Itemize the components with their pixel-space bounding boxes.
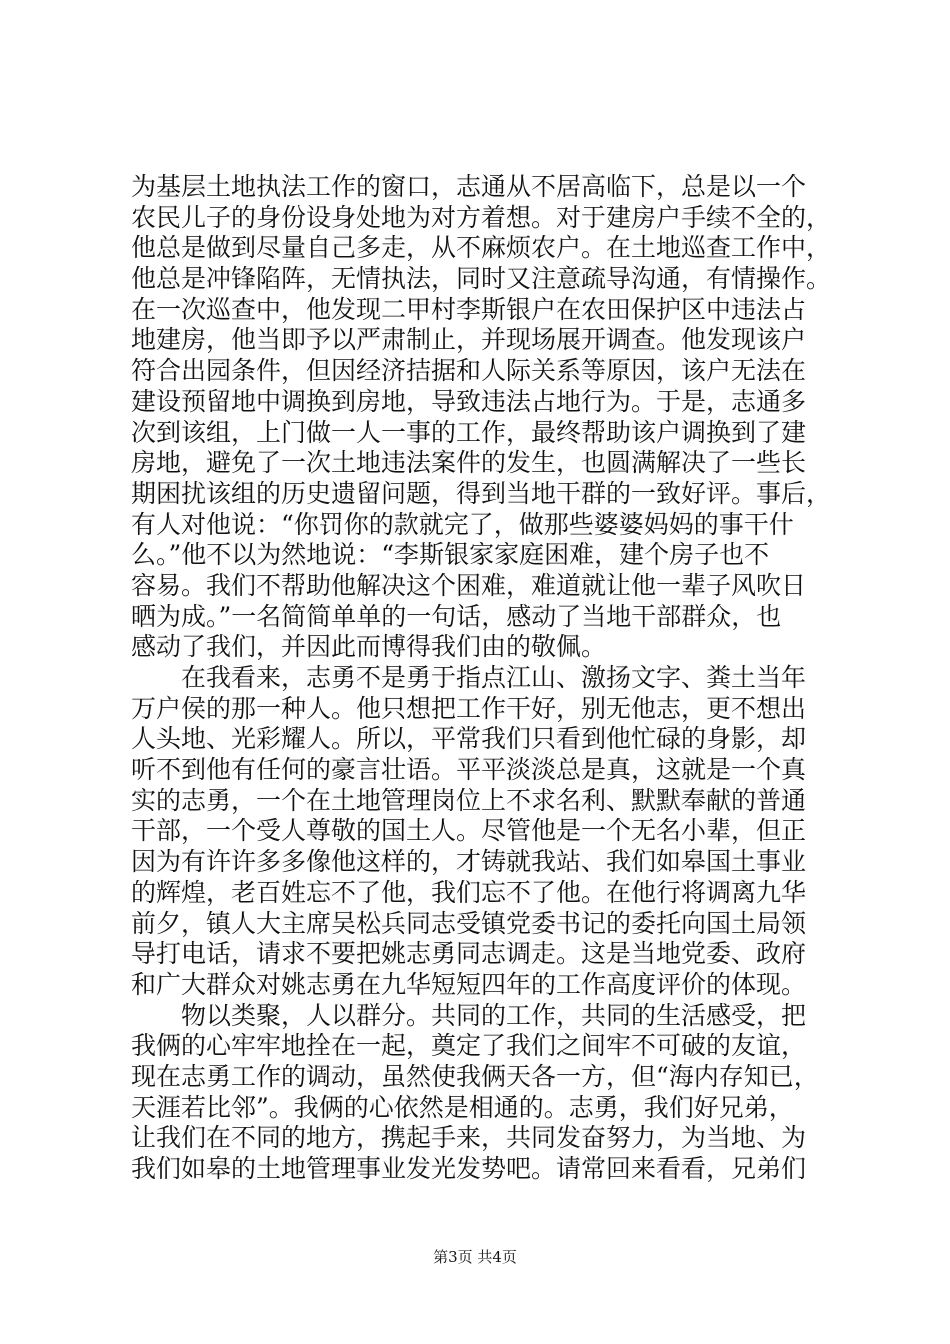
text-line: 有人对他说：“你罚你的款就完了，做那些婆婆妈妈的事干什 (131, 509, 794, 539)
text-line: 导打电话，请求不要把姚志勇同志调走。这是当地党委、政府 (131, 939, 807, 969)
text-line: 的辉煌，老百姓忘不了他，我们忘不了他。在他行将调离九华 (131, 877, 807, 907)
page-number: 第3页 共4页 (433, 1248, 517, 1266)
text-line: 他总是做到尽量自己多走，从不麻烦农户。在土地巡查工作中， (131, 233, 832, 263)
text-line: 我俩的心牢牢地拴在一起，奠定了我们之间牢不可破的友谊， (131, 1031, 807, 1061)
text-line: 地建房，他当即予以严肃制止，并现场展开调查。他发现该户 (131, 325, 807, 355)
text-line: 因为有许许多多像他这样的，才铸就我站、我们如皋国土事业 (131, 847, 807, 877)
text-line: 在一次巡查中，他发现二甲村李斯银户在农田保护区中违法占 (131, 294, 807, 324)
text-line: 在我看来，志勇不是勇于指点江山、激扬文字、粪土当年 (131, 663, 807, 692)
text-line: 农民儿子的身份设身处地为对方着想。对于建房户手续不全的， (131, 202, 832, 232)
text-line: 天涯若比邻”。我俩的心依然是相通的。志勇，我们好兄弟， (131, 1092, 794, 1122)
text-line: 和广大群众对姚志勇在九华短短四年的工作高度评价的体现。 (131, 969, 807, 999)
text-line: 他总是冲锋陷阵，无情执法，同时又注意疏导沟通，有情操作。 (131, 264, 832, 294)
text-line: 感动了我们，并因此而博得我们由的敬佩。 (131, 632, 607, 662)
text-line: 现在志勇工作的调动，虽然使我俩天各一方，但“海内存知已， (131, 1061, 819, 1091)
text-line: 符合出园条件，但因经济拮据和人际关系等原因，该户无法在 (131, 356, 807, 386)
text-line: 万户侯的那一种人。他只想把工作干好，别无他志，更不想出 (131, 693, 807, 723)
text-line: 建设预留地中调换到房地，导致违法占地行为。于是，志通多 (131, 386, 807, 416)
text-line: 次到该组，上门做一人一事的工作，最终帮助该户调换到了建 (131, 417, 807, 447)
text-line: 人头地、光彩耀人。所以，平常我们只看到他忙碌的身影，却 (131, 724, 807, 754)
text-line: 听不到他有任何的豪言壮语。平平淡淡总是真，这就是一个真 (131, 755, 807, 785)
body-text (131, 172, 831, 1185)
text-line: 让我们在不同的地方，携起手来，共同发奋努力，为当地、为 (131, 1123, 807, 1153)
text-line: 物以类聚，人以群分。共同的工作，共同的生活感受，把 (131, 1000, 807, 1030)
text-line: 为基层土地执法工作的窗口，志通从不居高临下，总是以一个 (131, 172, 807, 201)
text-line: 前夕，镇人大主席吴松兵同志受镇党委书记的委托向国土局领 (131, 908, 807, 938)
text-line: 容易。我们不帮助他解决这个困难，难道就让他一辈子风吹日 (131, 570, 807, 600)
text-line: 实的志勇，一个在土地管理岗位上不求名利、默默奉献的普通 (131, 785, 807, 815)
text-line: 晒为成。”一名简简单单的一句话，感动了当地干部群众，也 (131, 601, 782, 631)
page-footer (0, 1246, 950, 1267)
text-line: 么。”他不以为然地说：“李斯银家家庭困难，建个房子也不 (131, 540, 770, 570)
text-line: 我们如皋的土地管理事业发光发势吧。请常回来看看，兄弟们 (131, 1154, 807, 1183)
text-line: 干部，一个受人尊敬的国土人。尽管他是一个无名小辈，但正 (131, 816, 807, 846)
text-line: 房地，避免了一次土地违法案件的发生，也圆满解决了一些长 (131, 448, 807, 478)
text-line: 期困扰该组的历史遗留问题，得到当地干群的一致好评。事后， (131, 478, 832, 508)
